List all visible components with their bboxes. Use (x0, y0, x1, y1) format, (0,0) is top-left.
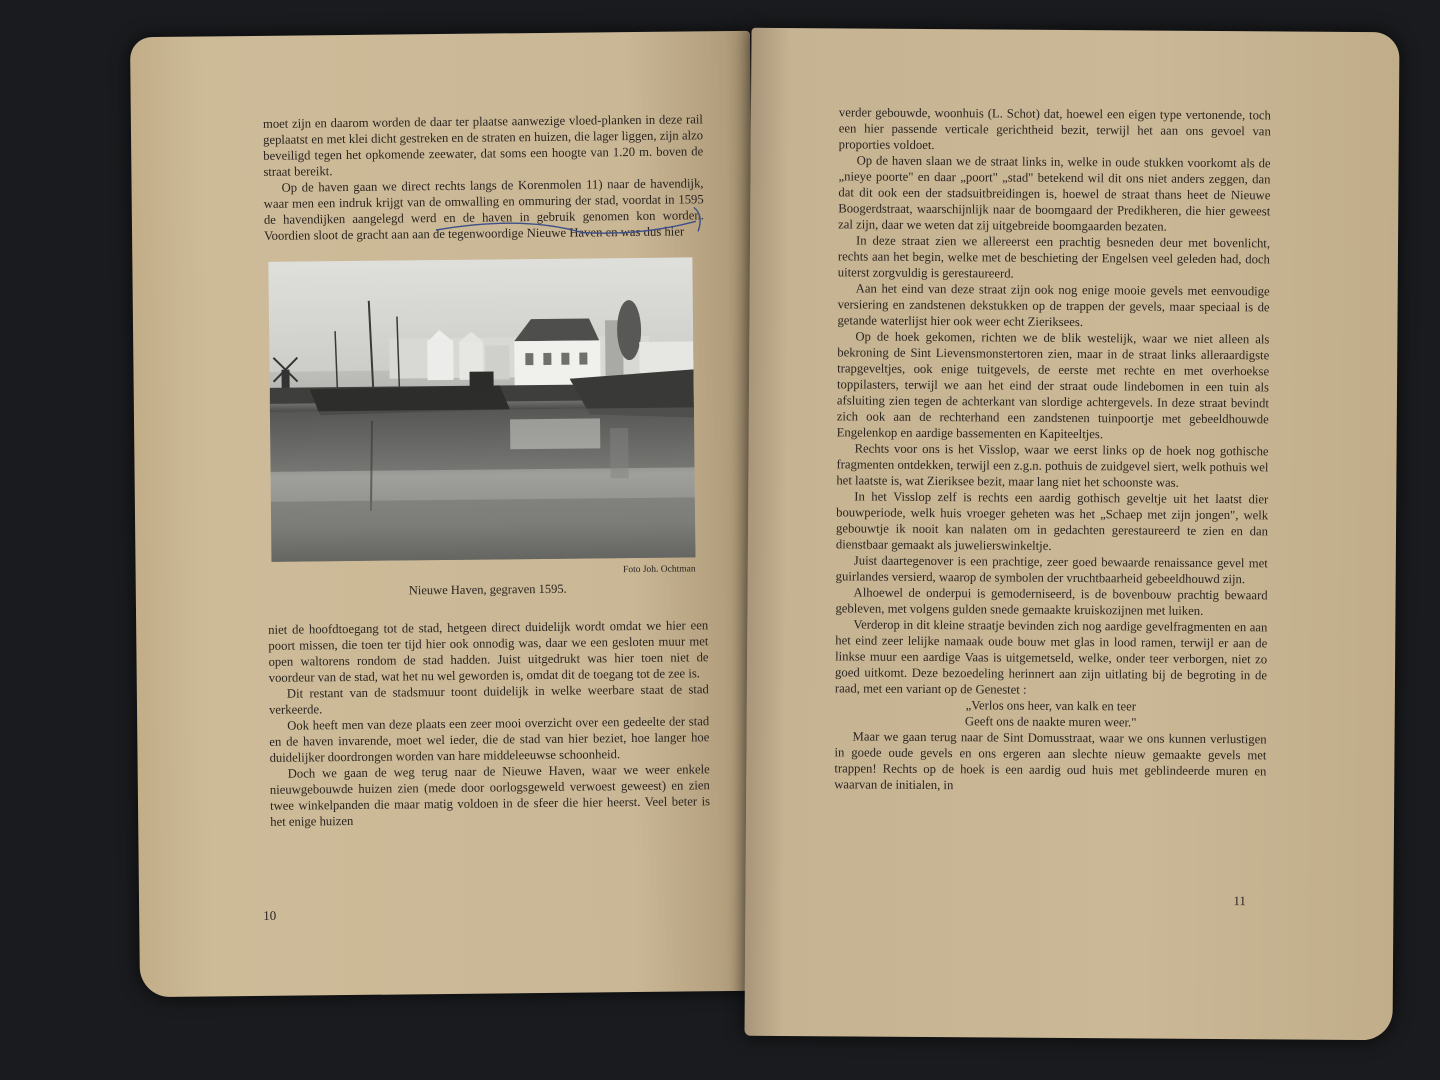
right-paragraphs-before-verse (835, 104, 1271, 699)
left-page (130, 31, 760, 997)
paragraph: Op de hoek gekomen, richten we de blik westelijk, waar we niet alleen als bekroning de Sint Lievensmonstertoren zien, maar in de straat links alleraardigste trapgeveltjes, ook enige tuitgevels, de eerste met rechte en met overhoekse toppilasters, terwijl we aan het eind der straat oude lindebomen in een tuin als afsluiting zien tegen de achterkant van slordige achtergevels. In deze straat bevindt zich ook aan de rechterhand een zandstenen tuinpoortje met gebeeldhouwde Engelenkop en aardige bassementen en Kapiteeltjes. (836, 329, 1270, 442)
paragraph: Maar we gaan terug naar de Sint Domusstraat, waar we ons kunnen verlustigen in goede oude gevels en ons ergeren aan slechte nieuw gemaakte gevels met trappen! Rechts op de hoek is een aardig oud huis met geblindeerde muren en waarvan de initialen, in (834, 729, 1267, 793)
paragraph: Op de haven gaan we direct rechts langs de Korenmolen 11) naar de havendijk, waar men een indruk krijgt van de omwalling en ommuring der stad, voordat in 1595 de havendijken aangelegd werd en de haven in gebruik genomen kon worden. Voordien sloot de gracht aan aan de tegenwoordige Nieuwe Haven en was dus hier (263, 176, 704, 243)
paragraph: Dit restant van de stadsmuur toont duidelijk in welke weerbare staat de stad verkeerde. (268, 682, 709, 717)
verse-line: „Verlos ons heer, van kalk en teer (965, 698, 1137, 714)
photo-credit-row (268, 561, 696, 579)
paragraph: Juist daartegenover is een prachtige, zeer goed bewaarde renaissance gevel met guirlandes versierd, waarop de symbolen der vruchtbaarheid gebeeldhouwd zijn. (835, 553, 1268, 587)
verse-line: Geeft ons de naakte muren weer." (964, 714, 1137, 730)
right-paragraphs-after-verse (834, 728, 1266, 795)
photo-credit: Foto Joh. Ochtman (622, 564, 696, 576)
paragraph: verder gebouwde, woonhuis (L. Schot) dat, hoewel een eigen type vertonende, toch een hier passende verticale gerichtheid bezit, terwijl het aan ons gevoel van proporties voldoet. (838, 105, 1271, 153)
verse-quote (835, 696, 1267, 731)
paragraph: Rechts voor ons is het Visslop, waar we eerst links op de hoek nog gothische fragmenten ontdekken, terwijl een z.g.n. pothuis de zuidgevel siert, welk pothuis wel het laatste is, wat Zieriksee bezit, maar lang niet het schoonste was. (836, 441, 1269, 490)
paragraph: niet de hoofdtoegang tot de stad, hetgeen direct duidelijk wordt omdat we hier een poort missen, die toen ter tijd hier ook onnodig was, daar we een gesloten muur met open waltorens rondom de stad hadden. Juist uitgedrukt was hier toen niet de voordeur van de stad, wat het nu wel geworden is, omdat dit de toegang tot de zee is. (268, 618, 709, 685)
photo-caption: Nieuwe Haven, gegraven 1595. (408, 581, 567, 598)
paragraph: Verderop in dit kleine straatje bevinden zich nog aardige gevelfragmenten en aan het eind zeer lelijke namaak oude bouw met glas in lood ramen, terwijl er aan de linkse muur een aardige Vaas is uitgemetseld, welke, onder teer verborgen, niet zo goed uitkomt. Deze bezoedeling herinnert aan zijn uitlating bij de begroting in de raad, met een variant op de Genestet : (834, 617, 1268, 697)
paragraph: In het Visslop zelf is rechts een aardig gothisch geveltje uit het laatst dier bouwperiode, welk huis vroeger geheten was het „Schaep met zijn jongen", welk gebouwtje ik nooit kan nalaten om in gedachten gerestaureerd te zien en dan dienstbaar gemaakt als juwelierswinkeltje. (835, 489, 1269, 553)
right-text-column (834, 104, 1271, 795)
paragraph: Ook heeft men van deze plaats een zeer mooi overzicht over een gedeelte der stad en de haven invarende, moet wel ieder, die de stad van hier beziet, hoe langer hoe duidelijker doordrongen worden van hare middeleeuwse schoonheid. (269, 714, 710, 765)
page-number-left: 10 (263, 907, 277, 923)
paragraph: Op de haven slaan we de straat links in, welke in oude stukken voorkomt als de „nieye poorte" en daar „poort" „stad" betekend wil dit ons niet anders zeggen, dan dat dit ook een der stadsuitbreidingen is, hoewel de straat thans heet de Nieuwe Boogerdstraat, waarschijnlijk naar de boomgaard der Predikheren, die hier geweest zal zijn, daar we weten dat zij uitgebreide boomgaarden bezaten. (838, 153, 1271, 234)
paragraph: moet zijn en daarom worden de daar ter plaatse aanwezige vloed-planken in deze rail geplaatst en met klei dicht gestreken en de straten en huizen, die lager liggen, zijn alzo beveiligd tegen het opkomende zeewater, dat soms een hoogte van 1.20 m. boven de straat bereikt. (262, 112, 704, 179)
paragraph: Doch we gaan de weg terug naar de Nieuwe Haven, waar we weer enkele nieuwgebouwde huizen zien (mede door oorlogsgeweld verwoest geweest) en zien twee winkelpanden die maar matig voldoen in de sfeer die hier heerst. Veel beter is het enige huizen (269, 762, 711, 829)
left-paragraphs-after-photo (268, 617, 710, 830)
paragraph: In deze straat zien we allereerst een prachtig besneden deur met bovenlicht, rechts aan het begin, welke met de beschieting der Engelsen veel geleden had, doch uiterst zorgvuldig is gerestaureerd. (837, 233, 1271, 281)
page-number-right: 11 (1233, 893, 1247, 909)
pencil-mark (432, 201, 712, 244)
paragraph: Aan het eind van deze straat zijn ook nog enige mooie gevels met eenvoudige versiering en zandstenen dekstukken op de trappen der gevels, maar speciaal is de getande waterlijst hier ook weer echt Zieriksees. (837, 281, 1270, 330)
right-page (744, 28, 1399, 1040)
harbor-photo (268, 257, 695, 561)
paragraph: Alhoewel de onderpui is gemoderniseerd, is de bovenbouw prachtig bewaard gebleven, met volgens gulden snede gemaakte kruiskozijnen met luiken. (835, 585, 1268, 618)
photo-figure (264, 257, 708, 600)
